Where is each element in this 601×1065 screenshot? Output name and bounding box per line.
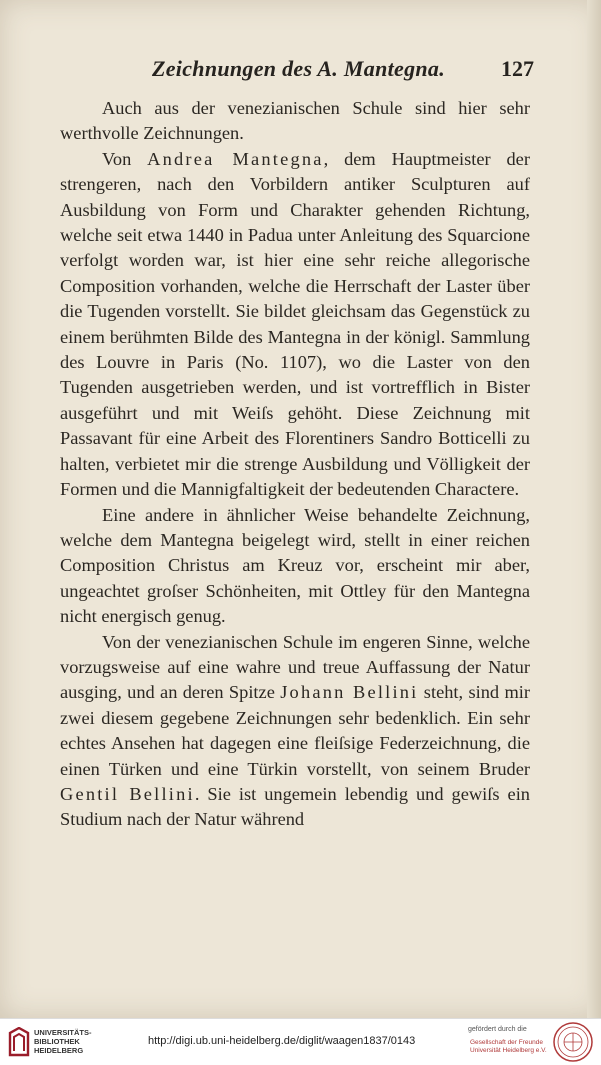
page-number: 127	[501, 56, 534, 81]
sponsor-line-2: Universität Heidelberg e.V.	[470, 1047, 547, 1054]
sponsor-line-1: Gesellschaft der Freunde	[470, 1039, 543, 1046]
library-name-line-3: HEIDELBERG	[34, 1046, 84, 1055]
page-edge	[587, 0, 601, 1018]
library-logo-icon[interactable]	[8, 1027, 30, 1057]
p2-text: , dem Hauptmeister der strengeren, nach den Vorbildern antiker Sculpturen auf Ausbildung von Form und Charakter gehenden Richtung, welche seit etwa 1440 in Padua unter Anleitung des Squarcione verfolgt worden war, ist hier eine sehr reiche allegorische Composition vorhanden, welche die Herrschaft der Laster über die Tugenden vorstellt. Sie bildet gleichsam das Gegenstück zu einem berühmten Bilde des Mantegna in der königl. Sammlung des Louvre in Paris (No. 1107), wo die Laster von den Tugenden ausgetrieben werden, und ist vortrefflich in Bister ausgeführt und mit Weiſs gehöht. Diese Zeichnung mit Passavant für eine Arbeit des Florentiners Sandro Botticelli zu halten, verbietet mir die strenge Ausbildung und Völligkeit der Formen und die Mannigfaltigkeit der bedeutenden Charactere.	[60, 148, 530, 500]
sponsor-organisation[interactable]	[470, 1039, 547, 1055]
university-seal-icon	[552, 1021, 594, 1063]
body-text	[60, 96, 530, 833]
footer-bar	[0, 1018, 601, 1065]
paragraph-4	[60, 630, 530, 833]
p4-end: . Sie ist ungemein lebendig und gewiſs ein Studium nach der Natur während	[60, 783, 530, 830]
library-name	[34, 1028, 92, 1055]
running-title: Zeichnungen des A. Mantegna.	[152, 56, 446, 81]
p4-lead: Von der venezianischen Schule im engeren Sinne, welche vorzugsweise auf eine wahre und treue Auffassung der Natur ausging, und an deren Spitze	[60, 631, 530, 703]
artist-name-mantegna: Andrea Mantegna	[147, 148, 324, 169]
library-name-line-1: UNIVERSITÄTS-	[34, 1028, 92, 1037]
paragraph-3: Eine andere in ähnlicher Weise behandelte Zeichnung, welche dem Mantegna beigelegt wird, stellt in einer reichen Composition Christus am Kreuz vor, erscheint mir aber, ungeachtet groſser Schönheiten, mit Ottley für den Mantegna nicht energisch genug.	[60, 504, 530, 627]
paragraph-1: Auch aus der venezianischen Schule sind hier sehr werthvolle Zeichnungen.	[60, 98, 530, 144]
p2-lead: Von	[102, 148, 148, 169]
source-url-link[interactable]: http://digi.ub.uni-heidelberg.de/diglit/waagen1837/0143	[148, 1035, 416, 1047]
paragraph-2	[60, 147, 530, 503]
p4-middle: steht, sind mir zwei diesem gegebene Zeichnungen sehr bedenklich. Ein sehr echtes Ansehen hat dagegen eine fleiſsige Federzeichnung, die einen Türken und eine Türkin vorstellt, von seinem Bruder	[60, 682, 530, 779]
library-name-line-2: BIBLIOTHEK	[34, 1037, 80, 1046]
artist-name-johann-bellini: Johann Bellini	[280, 682, 419, 703]
running-head	[60, 56, 534, 90]
artist-name-gentil-bellini: Gentil Bellini	[60, 783, 195, 804]
sponsor-label: gefördert durch die	[468, 1026, 527, 1033]
